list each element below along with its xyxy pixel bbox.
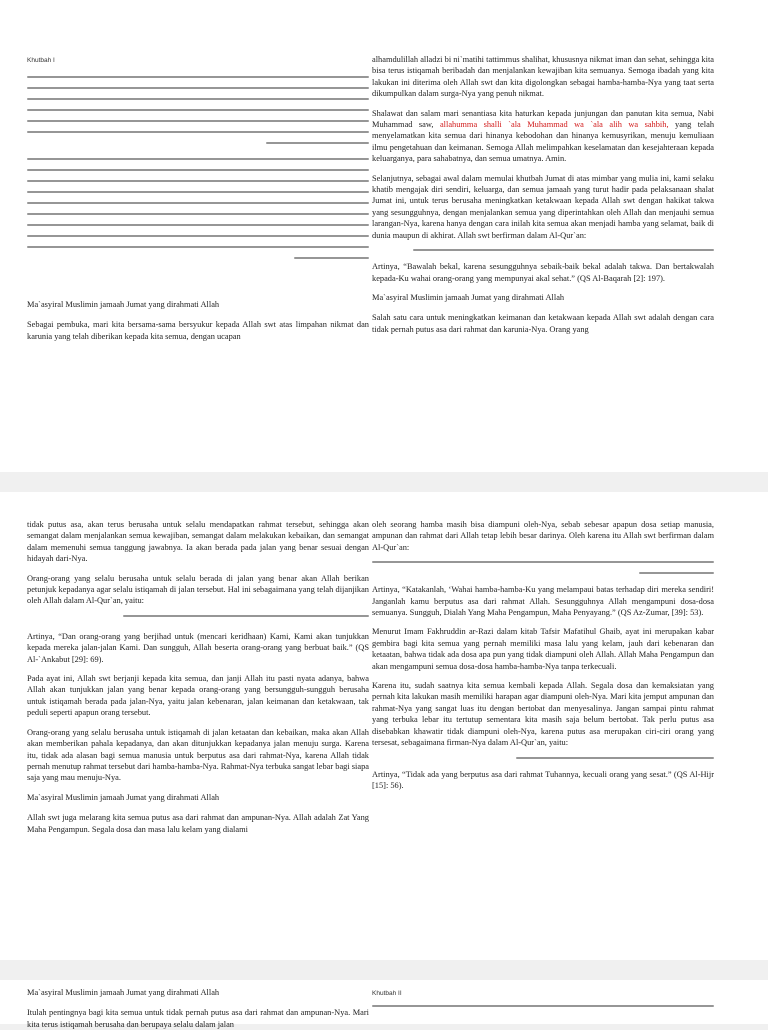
page2-left-column	[27, 519, 369, 960]
page1-right-column	[372, 54, 714, 472]
section-heading: Ma`asyiral Muslimin jamaah Jumat yang dirahmati Allah	[372, 292, 565, 302]
translation: Artinya, “Dan orang-orang yang berjihad untuk (mencari keridhaan) Kami, Kami akan tunjukkan kepada mereka jalan-jalan Kami. Dan sungguh, Allah beserta orang-orang yang berbuat baik.” (QS Al-`Ankabut [29]: 69).	[27, 631, 369, 664]
page2-right-column	[372, 519, 714, 960]
arabic-line	[27, 224, 369, 226]
page3-right-column	[372, 990, 714, 1024]
arabic-line	[294, 257, 369, 259]
arabic-line	[27, 76, 369, 78]
page1-left-column	[27, 57, 369, 472]
document-page-1	[0, 0, 768, 472]
arabic-line	[639, 572, 714, 574]
arabic-passage	[27, 76, 369, 144]
arabic-line	[27, 246, 369, 248]
document-page-2	[0, 492, 768, 960]
arabic-line	[27, 120, 369, 122]
paragraph: Karena itu, sudah saatnya kita semua kembali kepada Allah. Segala dosa dan kemaksiatan yang pernah kita lakukan masih memiliki harapan agar diampuni oleh-Nya. Mari kita jemput ampunan dan rahmat-Nya yang sangat luas itu dengan bertobat dan menyesalinya. Jangan sampai pintu rahmat yang terbuka lebar itu tertutup sementara kita masih saja belum bertobat. Tak perlu putus asa disebabkan khawatir tidak diampuni oleh-Nya, karena putus asa merupakan ciri-ciri orang yang tersesat, sebagaimana firman-Nya dalam Al-Qur`an, yaitu:	[372, 681, 714, 748]
page3-left-column	[27, 987, 369, 1029]
arabic-line	[27, 158, 369, 160]
arabic-passage	[372, 757, 714, 759]
arabic-passage	[372, 561, 714, 574]
khutbah-label: Khutbah I	[27, 57, 55, 64]
arabic-line	[27, 98, 369, 100]
paragraph: alhamdulillah alladzi bi ni`matihi tattimmus shalihat, khususnya nikmat iman dan sehat, sehingga kita bisa terus istiqamah beribadah dan menjalankan kewajiban kita semuanya. Semoga ibadah yang kita lakukan ini diterima oleh Allah swt dan kita digolongkan sebagai hamba-hamba-Nya yang taat serta dikumpulkan dalam surga-Nya yang penuh nikmat.	[372, 55, 714, 99]
arabic-line	[372, 561, 714, 563]
paragraph-shalawat	[372, 108, 714, 165]
highlighted-shalawat: allahumma shalli `ala Muhammad wa `ala alih wa sahbih,	[439, 120, 669, 130]
arabic-line	[27, 213, 369, 215]
section-heading: Ma`asyiral Muslimin jamaah Jumat yang dirahmati Allah	[27, 988, 220, 997]
arabic-line	[123, 615, 369, 617]
arabic-line	[27, 180, 369, 182]
paragraph: Salah satu cara untuk meningkatkan keimanan dan ketakwaan kepada Allah swt adalah dengan cara tidak pernah putus asa dari rahmat dan karunia-Nya. Orang yang	[372, 313, 714, 334]
arabic-line	[27, 202, 369, 204]
text-segment: Shalawat dan salam mari senantiasa kita haturkan kepada junjungan dan panutan kita semua, Nabi Muhammad saw,	[372, 108, 714, 130]
text-segment: yang telah menyelamatkan kita semua dari hinanya kebodohan dan hinanya kemusyrikan, menuju kemuliaan ilmu pengetahuan dan keimanan. Semoga Allah melimpahkan keselamatan dan kesejahteraan kepada keluarganya, para sahabatnya, dan semua umatnya. Amin.	[372, 120, 715, 164]
section-heading: Ma`asyiral Muslimin jamaah Jumat yang dirahmati Allah	[27, 792, 220, 802]
arabic-line	[27, 235, 369, 237]
paragraph: oleh seorang hamba masih bisa diampuni oleh-Nya, sebab sebesar apapun dosa setiap manusia, ampunan dan rahmat dari Allah tetap lebih besar darinya. Oleh karena itu Allah swt berfirman dalam Al-Qur`an:	[372, 520, 714, 552]
paragraph: Orang-orang yang selalu berusaha untuk istiqamah di jalan ketaatan dan kebaikan, maka akan Allah akan memberikan pahala kepadanya, dan akan ditunjukkan kepadanya jalan menuju surga. Karena itu, tidak ada alasan bagi semua manusia untuk berputus asa dari rahmat-Nya, karena Allah tidak pernah menutup rahmat tersebut dari hamba-hamba-Nya. Rahmat-Nya terbuka sangat lebar bagi siapa saja yang mau menuju-Nya.	[27, 727, 369, 783]
arabic-line	[413, 249, 714, 251]
arabic-line	[27, 169, 369, 171]
arabic-line	[27, 87, 369, 89]
arabic-line	[372, 1005, 714, 1007]
paragraph: Orang-orang yang selalu berusaha untuk selalu berada di jalan yang benar akan Allah berikan petunjuk kepadanya agar selalu istiqamah di jalan tersebut. Hal ini sebagaimana yang telah dijanjikan oleh Allah dalam Al-Qur`an, yaitu:	[27, 573, 369, 606]
paragraph: Pada ayat ini, Allah swt berjanji kepada kita semua, dan janji Allah itu pasti nyata adanya, bahwa Allah akan tunjukkan jalan yang benar kepada orang-orang yang bersungguh-sungguh berusaha untuk istiqamah berada pada jalan-Nya, yaitu jalan kebenaran, jalan keimanan dan ketakwaan, tak peduli seperti apapun orang tersebut.	[27, 674, 369, 718]
document-page-3	[0, 980, 768, 1029]
paragraph: Selanjutnya, sebagai awal dalam memulai khutbah Jumat di atas mimbar yang mulia ini, kami selaku khatib mengajak diri sendiri, keluarga, dan semua jamaah yang turut hadir pada pelaksanaan shalat Jumat ini, untuk terus berusaha meningkatkan ketakwaan kepada Allah swt dengan hakikat takwa yang sesungguhnya, dengan menjalankan semua yang diperintahkan oleh Allah dan menjauhi semua larangan-Nya, karena hanya dengan cara inilah kita semua akan menjadi hamba yang selamat, baik di dunia maupun di akhirat. Allah swt berfirman dalam Al-Qur`an:	[372, 173, 714, 240]
arabic-passage	[27, 158, 369, 259]
translation: Artinya, “Katakanlah, ‘Wahai hamba-hamba-Ku yang melampaui batas terhadap diri mereka sendiri! Janganlah kamu berputus asa dari rahmat Allah. Sesungguhnya Allah mengampuni dosa-dosa semuanya. Sungguh, Dialah Yang Maha Pengampun, Maha Penyayang.” (QS Az-Zumar, [39]: 53).	[372, 585, 714, 618]
paragraph: Allah swt juga melarang kita semua putus asa dari rahmat dan ampunan-Nya. Allah adalah Zat Yang Maha Pengampun. Segala dosa dan masa lalu kelam yang dialami	[27, 813, 369, 834]
arabic-passage	[372, 1005, 714, 1007]
paragraph: tidak putus asa, akan terus berusaha untuk selalu mendapatkan rahmat tersebut, sehingga akan semangat dalam menjalankan semua kewajiban, semangat dalam melakukan kebaikan, dan semangat dalam memenuhi semua tanggung jawabnya. Ia akan berada pada jalan yang benar sesuai dengan hidayah dari-Nya.	[27, 520, 369, 564]
translation: Artinya, “Tidak ada yang berputus asa dari rahmat Tuhannya, kecuali orang yang sesat.” (QS Al-Hijr [15]: 56).	[372, 769, 714, 790]
khutbah-label: Khutbah II	[372, 990, 402, 997]
arabic-line	[266, 142, 369, 144]
section-heading: Ma`asyiral Muslimin jamaah Jumat yang dirahmati Allah	[27, 300, 220, 309]
arabic-line	[27, 109, 369, 111]
arabic-passage	[27, 615, 369, 617]
arabic-line	[27, 191, 369, 193]
arabic-line	[27, 131, 369, 133]
paragraph: Sebagai pembuka, mari kita bersama-sama bersyukur kepada Allah swt atas limpahan nikmat dan karunia yang telah diberikan kepada kita semua, dengan ucapan	[27, 320, 369, 341]
arabic-passage	[372, 249, 714, 251]
paragraph: Itulah pentingnya bagi kita semua untuk tidak pernah putus asa dari rahmat dan ampunan-Nya. Mari kita terus istiqamah berusaha dan berupaya selalu dalam jalan	[27, 1008, 369, 1029]
translation: Artinya, “Bawalah bekal, karena sesungguhnya sebaik-baik bekal adalah takwa. Dan bertakwalah kepada-Ku wahai orang-orang yang mempunyai akal sehat.” (QS Al-Baqarah [2]: 197).	[372, 262, 714, 283]
arabic-line	[516, 757, 714, 759]
paragraph: Menurut Imam Fakhruddin ar-Razi dalam kitab Tafsir Mafatihul Ghaib, ayat ini merupakan kabar gembira bagi kita semua yang pernah memiliki masa lalu yang kelam, jauh dari kebenaran dan ketaatan, bahwa tidak ada dosa apa pun yang tidak diampuni oleh Allah. Allah Maha Pengampun dan akan mengampuni semua dosa-dosa hamba-hamba-Nya tanpa terkecuali.	[372, 627, 714, 671]
